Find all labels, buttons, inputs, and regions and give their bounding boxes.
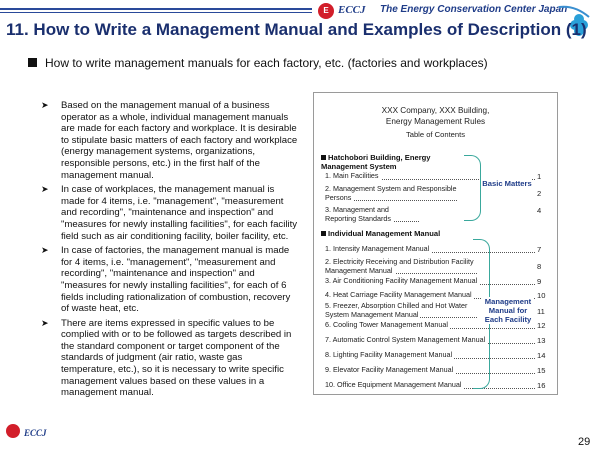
toc-row: 8. Lighting Facility Management Manual: [325, 351, 535, 360]
arrow-bullet-icon: ➤: [41, 317, 49, 328]
toc-row: 1. Intensity Management Manual: [325, 245, 535, 254]
bullet-item: [40, 100, 298, 181]
toc-page: 4: [537, 206, 542, 215]
doc-heading-company: XXX Company, XXX Building,: [381, 106, 490, 115]
toc-page: 8: [537, 262, 542, 271]
header-organization: The Energy Conservation Center Japan: [380, 4, 568, 15]
toc-page: 12: [537, 321, 546, 330]
bullet-item: [40, 245, 298, 315]
bullet-text: There are items expressed in specific values to be complied with or to be followed as targets described in the standard component or target component of the standards of judgment (air ratio, waste gas temperature, etc.), so it is necessary to write specific management values based on these values in a management manual.: [61, 317, 292, 399]
subtitle: [28, 56, 488, 70]
toc-page: 2: [537, 189, 542, 198]
bullet-text: Based on the management manual of a business operator as a whole, individual management manuals are made for each factory and workplace. It is desirable to stipulate basic matters of each factory and workplace (energy management systems, organizations, responsible persons, etc.) in the first half of the management manual.: [61, 100, 298, 181]
square-bullet-icon: [321, 155, 326, 160]
toc-page: 15: [537, 366, 546, 375]
doc-heading-rules: Energy Management Rules: [385, 117, 486, 126]
toc-page: 14: [537, 351, 546, 360]
arrow-bullet-icon: ➤: [41, 245, 49, 256]
toc-row: 9. Elevator Facility Management Manual: [325, 366, 535, 375]
toc-row: 7. Automatic Control System Management Manual: [325, 336, 535, 345]
brace-basic: [464, 155, 481, 221]
toc-page: 7: [537, 245, 542, 254]
section-individual-heading: Individual Management Manual: [321, 229, 440, 238]
toc-page: 11: [537, 307, 545, 316]
bullet-text: In case of factories, the management manual is made for 4 items, i.e. "management", "measurement and recording", "maintenance and inspection" and "measures for newly installing facilities", for each of 6 fields including rationalization of combustion, recovery of waste heat, etc.: [61, 245, 291, 315]
toc-page: 10: [537, 291, 546, 300]
bullet-item: [40, 318, 298, 399]
manual-table-of-contents: [313, 92, 558, 395]
section-basic-heading: Hatchobori Building, Energy Management System: [321, 153, 431, 171]
tag-basic-matters: Basic Matters: [482, 179, 532, 188]
footer-logo-text: ECCJ: [24, 428, 47, 438]
square-bullet-icon: [321, 231, 326, 236]
toc-row: 4. Heat Carriage Facility Management Manual: [325, 291, 535, 300]
toc-page: 1: [537, 172, 542, 181]
toc-row: 3. Air Conditioning Facility Management Manual: [325, 277, 535, 286]
header-rule-thin: [0, 12, 312, 13]
header-rule: [0, 8, 312, 10]
arrow-bullet-icon: ➤: [41, 100, 49, 110]
square-bullet-icon: [28, 58, 37, 67]
doc-heading-toc: Table of Contents: [405, 130, 466, 139]
header-logo-text: ECCJ: [338, 4, 366, 16]
toc-row: 2. Management System and Responsible Persons: [325, 184, 457, 202]
subtitle-text: How to write management manuals for each factory, etc. (factories and workplaces): [45, 56, 488, 70]
bullet-item: [40, 184, 298, 242]
toc-row: 1. Main Facilities: [325, 172, 535, 181]
toc-row: 2. Electricity Receiving and Distribution Facility Management Manual: [325, 258, 477, 275]
footer-logo-icon: [6, 424, 20, 438]
toc-page: 13: [537, 336, 546, 345]
toc-row: 3. Management and Reporting Standards: [325, 206, 419, 223]
toc-page: 16: [537, 381, 546, 390]
toc-row: 10. Office Equipment Management Manual: [325, 381, 535, 390]
arrow-bullet-icon: ➤: [41, 184, 49, 195]
eccj-logo-icon: E: [318, 3, 334, 19]
toc-row: 5. Freezer, Absorption Chilled and Hot Water System Management Manual: [325, 302, 477, 319]
page-number: 29: [578, 436, 591, 448]
tag-each-facility: Management Manual for Each Facility: [482, 297, 534, 324]
toc-page: 9: [537, 277, 542, 286]
bullet-list: [40, 100, 298, 402]
bullet-text: In case of workplaces, the management manual is made for 4 items, i.e. "management", "measurement and recording", "maintenance and inspection" and "measures for newly installing facilities", for each facility field such as air conditioning facility, boiler facility, etc.: [61, 184, 298, 242]
page-title: 11. How to Write a Management Manual and Examples of Description (1): [6, 20, 587, 39]
toc-row: 6. Cooling Tower Management Manual: [325, 321, 535, 330]
